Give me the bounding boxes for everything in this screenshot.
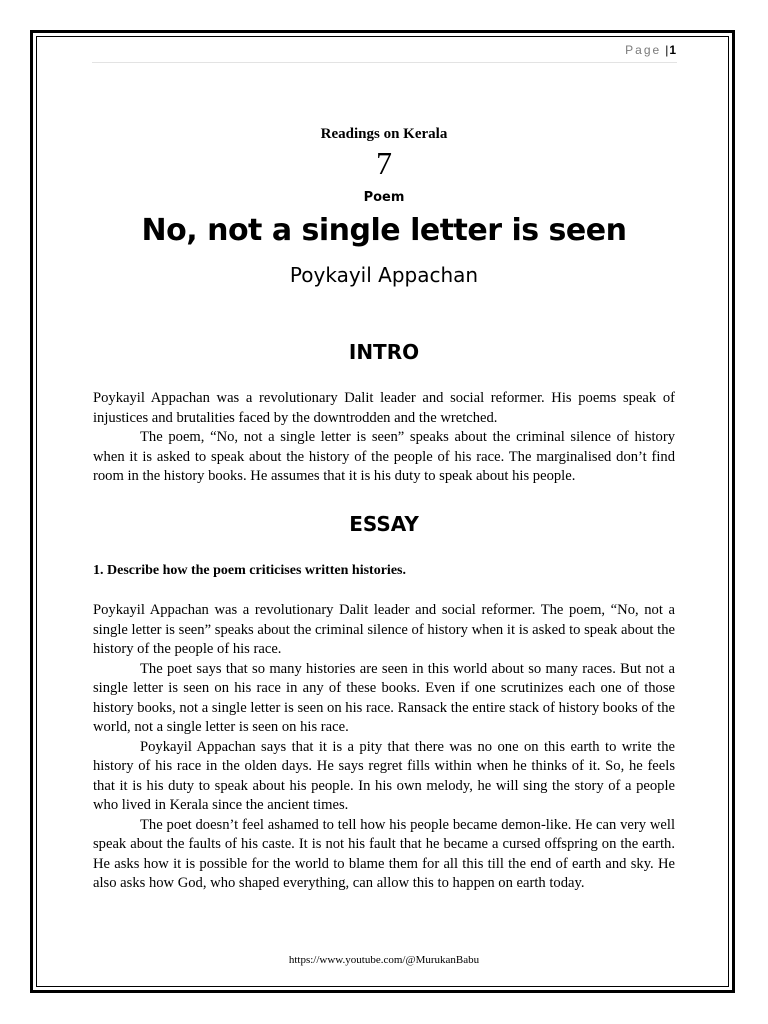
essay-heading: ESSAY — [349, 512, 419, 536]
form-label: Poem — [363, 190, 405, 205]
poem-author: Poykayil Appachan — [289, 263, 479, 287]
header-rule — [92, 62, 677, 63]
intro-section — [93, 389, 675, 487]
essay-paragraph: The poet says that so many histories are seen in this world about so many races. But not a single letter is seen on his race in any of these books. Even if one scrutinizes each one of those history books, not a single letter is seen on his race. Ransack the entire stack of history books of the world, not a single letter is seen on his race. — [93, 660, 675, 735]
intro-paragraph: The poem, “No, not a single letter is seen” speaks about the criminal silence of history when it is asked to speak about the history of the people of his race. The marginalised don’t find room in the history books. He assumes that it is his duty to speak about his people. — [93, 429, 675, 484]
essay-section — [93, 601, 675, 894]
essay-paragraph: Poykayil Appachan was a revolutionary Dalit leader and social reformer. The poem, “No, not a single letter is seen” speaks about the criminal silence of history when it is asked to speak about the history of the people of his race. — [93, 602, 675, 657]
essay-paragraph: The poet doesn’t feel ashamed to tell how his people became demon-like. He can very well speak about the faults of his caste. It is not his fault that he became a cursed offspring on the earth. He asks how it is possible for the world to blame them for all this till the end of earth and sky. He also asks how God, who shaped everything, can allow this to happen on earth today. — [93, 816, 675, 891]
essay-question: 1. Describe how the poem criticises written histories. — [93, 563, 406, 578]
essay-paragraph: Poykayil Appachan says that it is a pity that there was no one on this earth to write the history of his race in the olden days. He says regret fills within when he thinks of it. So, he feels that it is his duty to speak about his people. In his own melody, he will sing the story of a people who lived in Kerala since the ancient times. — [93, 738, 675, 813]
chapter-number: 7 — [376, 145, 392, 181]
page-number: 1 — [669, 43, 676, 57]
intro-heading: INTRO — [348, 340, 420, 364]
page-label: Page — [625, 43, 662, 57]
header-separator: | — [665, 43, 669, 57]
footer-url: https://www.youtube.com/@MurukanBabu — [288, 954, 480, 966]
poem-title: No, not a single letter is seen — [141, 213, 627, 248]
intro-paragraph: Poykayil Appachan was a revolutionary Dalit leader and social reformer. His poems speak of injustices and brutalities faced by the downtrodden and the wretched. — [93, 390, 675, 426]
page-header — [625, 43, 676, 57]
series-title: Readings on Kerala — [320, 126, 448, 142]
